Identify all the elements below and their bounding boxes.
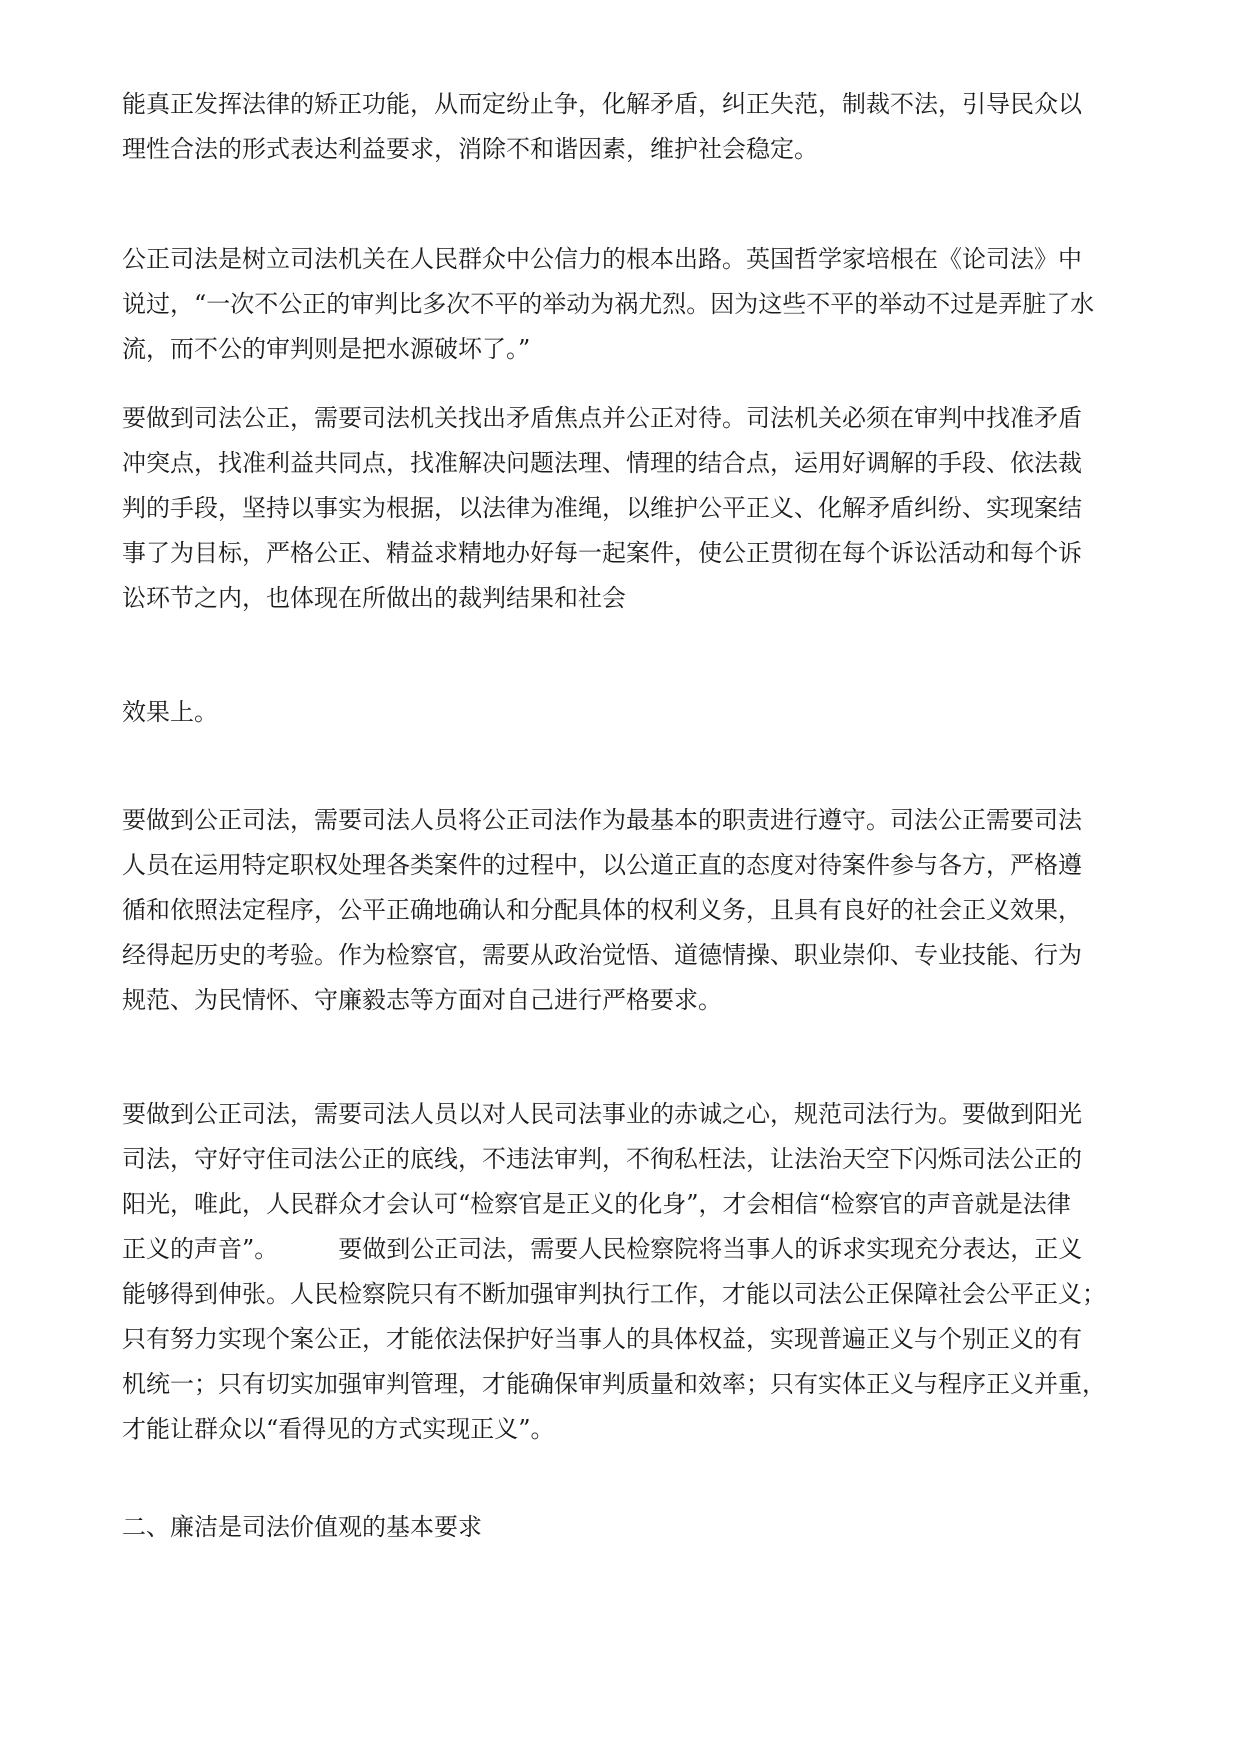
paragraph-3: 要做到司法公正，需要司法机关找出矛盾焦点并公正对待。司法机关必须在审判中找准矛盾 冲突点，找准利益共同点，找准解决问题法理、情理的结合点，运用好调解的手段、依法裁 判的手段，坚持以事实为根据，以法律为准绳，以维护公平正义、化解矛盾纠纷、实现案结 事了为目标，严格公正、精益求精地办好每一起案件，使公正贯彻在每个诉讼活动和每个诉 讼环节之内，也体现在所做出的裁判结果和社会 [122,404,1082,612]
paragraph-6: 要做到公正司法，需要司法人员以对人民司法事业的赤诚之心，规范司法行为。要做到阳光 司法，守好守住司法公正的底线，不违法审判，不徇私枉法，让法治天空下闪烁司法公正的 阳光，唯此，人民群众才会认可“检察官是正义的化身”，才会相信“检察官的声音就是法律 正义的声音”。 要做到公正司法，需要人民检察院将当事人的诉求实现充分表达，正义 能够得到伸张。人民检察院只有不断加强审判执行工作，才能以司法公正保障社会公平正义； 只有努力实现个案公正，才能依法保护好当事人的具体权益，实现普遍正义与个别正义的有 机统一；只有切实加强审判管理，才能确保审判质量和效率；只有实体正义与程序正义并重， 才能让群众以“看得见的方式实现正义”。 [122,1100,1106,1443]
paragraph-4: 效果上。 [122,698,218,726]
paragraph-1: 能真正发挥法律的矫正功能，从而定纷止争，化解矛盾，纠正失范，制裁不法，引导民众以 理性合法的形式表达利益要求，消除不和谐因素，维护社会稳定。 [122,90,1082,163]
section-heading: 二、廉洁是司法价值观的基本要求 [122,1513,482,1541]
paragraph-2: 公正司法是树立司法机关在人民群众中公信力的根本出路。英国哲学家培根在《论司法》中 说过，“一次不公正的审判比多次不平的举动为祸尤烈。因为这些不平的举动不过是弄脏了水 流，而不公的审判则是把水源破坏了。” [122,245,1095,363]
paragraph-5: 要做到公正司法，需要司法人员将公正司法作为最基本的职责进行遵守。司法公正需要司法 人员在运用特定职权处理各类案件的过程中，以公道正直的态度对待案件参与各方，严格遵 循和依照法定程序，公平正确地确认和分配具体的权利义务，且具有良好的社会正义效果， 经得起历史的考验。作为检察官，需要从政治觉悟、道德情操、职业崇仰、专业技能、行为 规范、为民情怀、守廉毅志等方面对自己进行严格要求。 [122,806,1082,1014]
